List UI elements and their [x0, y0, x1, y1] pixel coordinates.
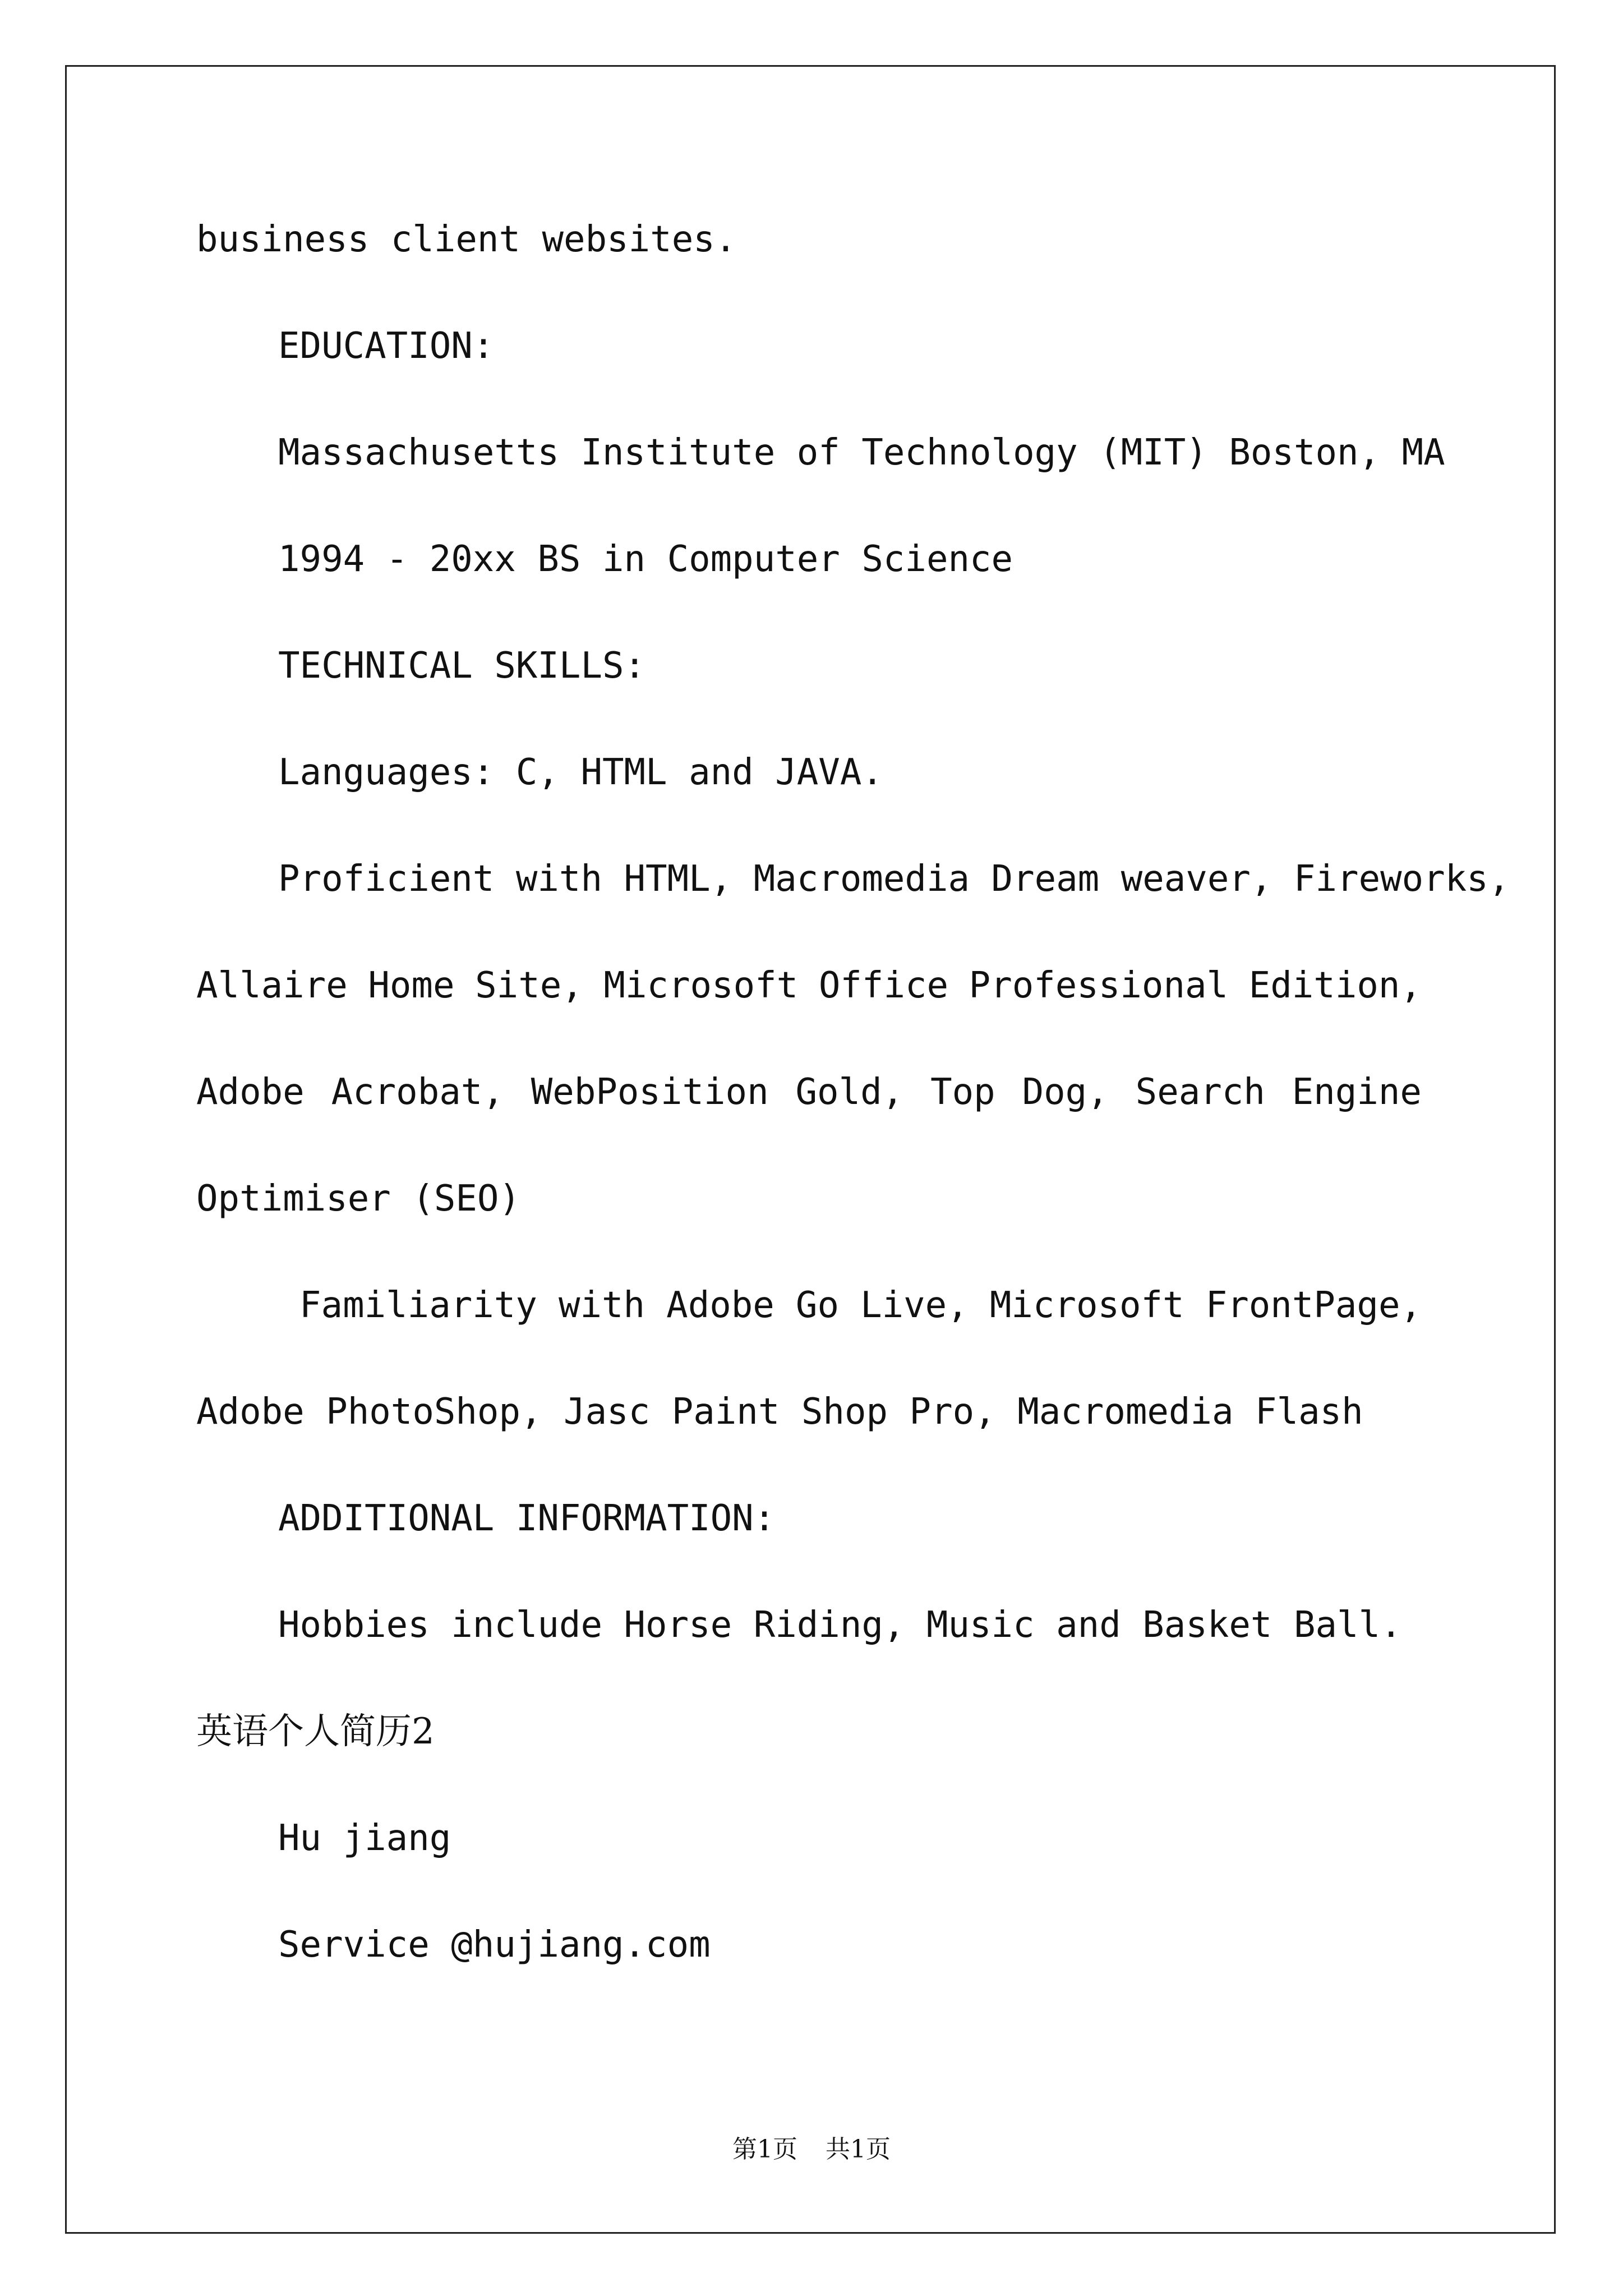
skills-familiarity-line-2: Adobe PhotoShop, Jasc Paint Shop Pro, Macromedia Flash — [196, 1391, 1363, 1433]
resume-section-title: 英语个人简历2 — [196, 1711, 435, 1752]
contact-email: Service @hujiang.com — [278, 1924, 711, 1966]
education-school: Massachusetts Institute of Technology (MIT) Boston, MA — [278, 432, 1445, 473]
skills-proficient-line-3 — [196, 1071, 1422, 1113]
word: Top — [930, 1071, 995, 1113]
word: Gold, — [795, 1071, 904, 1113]
word: Live, — [860, 1285, 969, 1326]
contact-name: Hu jiang — [278, 1818, 451, 1859]
skills-languages: Languages: C, HTML and JAVA. — [278, 752, 883, 793]
word: Acrobat, — [331, 1071, 504, 1113]
word: Familiarity — [299, 1285, 537, 1326]
word: Search — [1135, 1071, 1265, 1113]
word: Adobe — [666, 1285, 774, 1326]
word: Office — [818, 965, 949, 1006]
skills-proficient-line-1: Proficient with HTML, Macromedia Dream weaver, Fireworks, — [278, 858, 1510, 900]
word: Dog, — [1022, 1071, 1109, 1113]
education-degree: 1994 - 20xx BS in Computer Science — [278, 539, 1013, 580]
word: Professional — [969, 965, 1229, 1006]
skills-proficient-line-2 — [196, 965, 1422, 1006]
skills-proficient-line-4: Optimiser (SEO) — [196, 1178, 520, 1220]
word: Engine — [1292, 1071, 1422, 1113]
word: Microsoft — [989, 1285, 1184, 1326]
word: Microsoft — [603, 965, 799, 1006]
word: with — [558, 1285, 645, 1326]
word: FrontPage, — [1205, 1285, 1422, 1326]
word: Adobe — [196, 1071, 305, 1113]
page-number: 第1页 — [732, 2135, 797, 2164]
word: Edition, — [1248, 965, 1422, 1006]
word: Allaire — [196, 965, 348, 1006]
additional-info-heading: ADDITIONAL INFORMATION: — [278, 1498, 776, 1539]
technical-skills-heading: TECHNICAL SKILLS: — [278, 645, 646, 687]
education-heading: EDUCATION: — [278, 325, 495, 367]
word: WebPosition — [531, 1071, 769, 1113]
skills-familiarity-line-1 — [196, 1285, 1422, 1326]
word: Go — [795, 1285, 839, 1326]
text-line-continuation: business client websites. — [196, 219, 737, 260]
word: Home — [368, 965, 455, 1006]
page-footer — [0, 2129, 1623, 2165]
document-body — [196, 219, 1510, 2033]
word: Site, — [475, 965, 583, 1006]
page-total: 共1页 — [826, 2135, 891, 2164]
hobbies-line: Hobbies include Horse Riding, Music and Basket Ball. — [278, 1604, 1402, 1646]
